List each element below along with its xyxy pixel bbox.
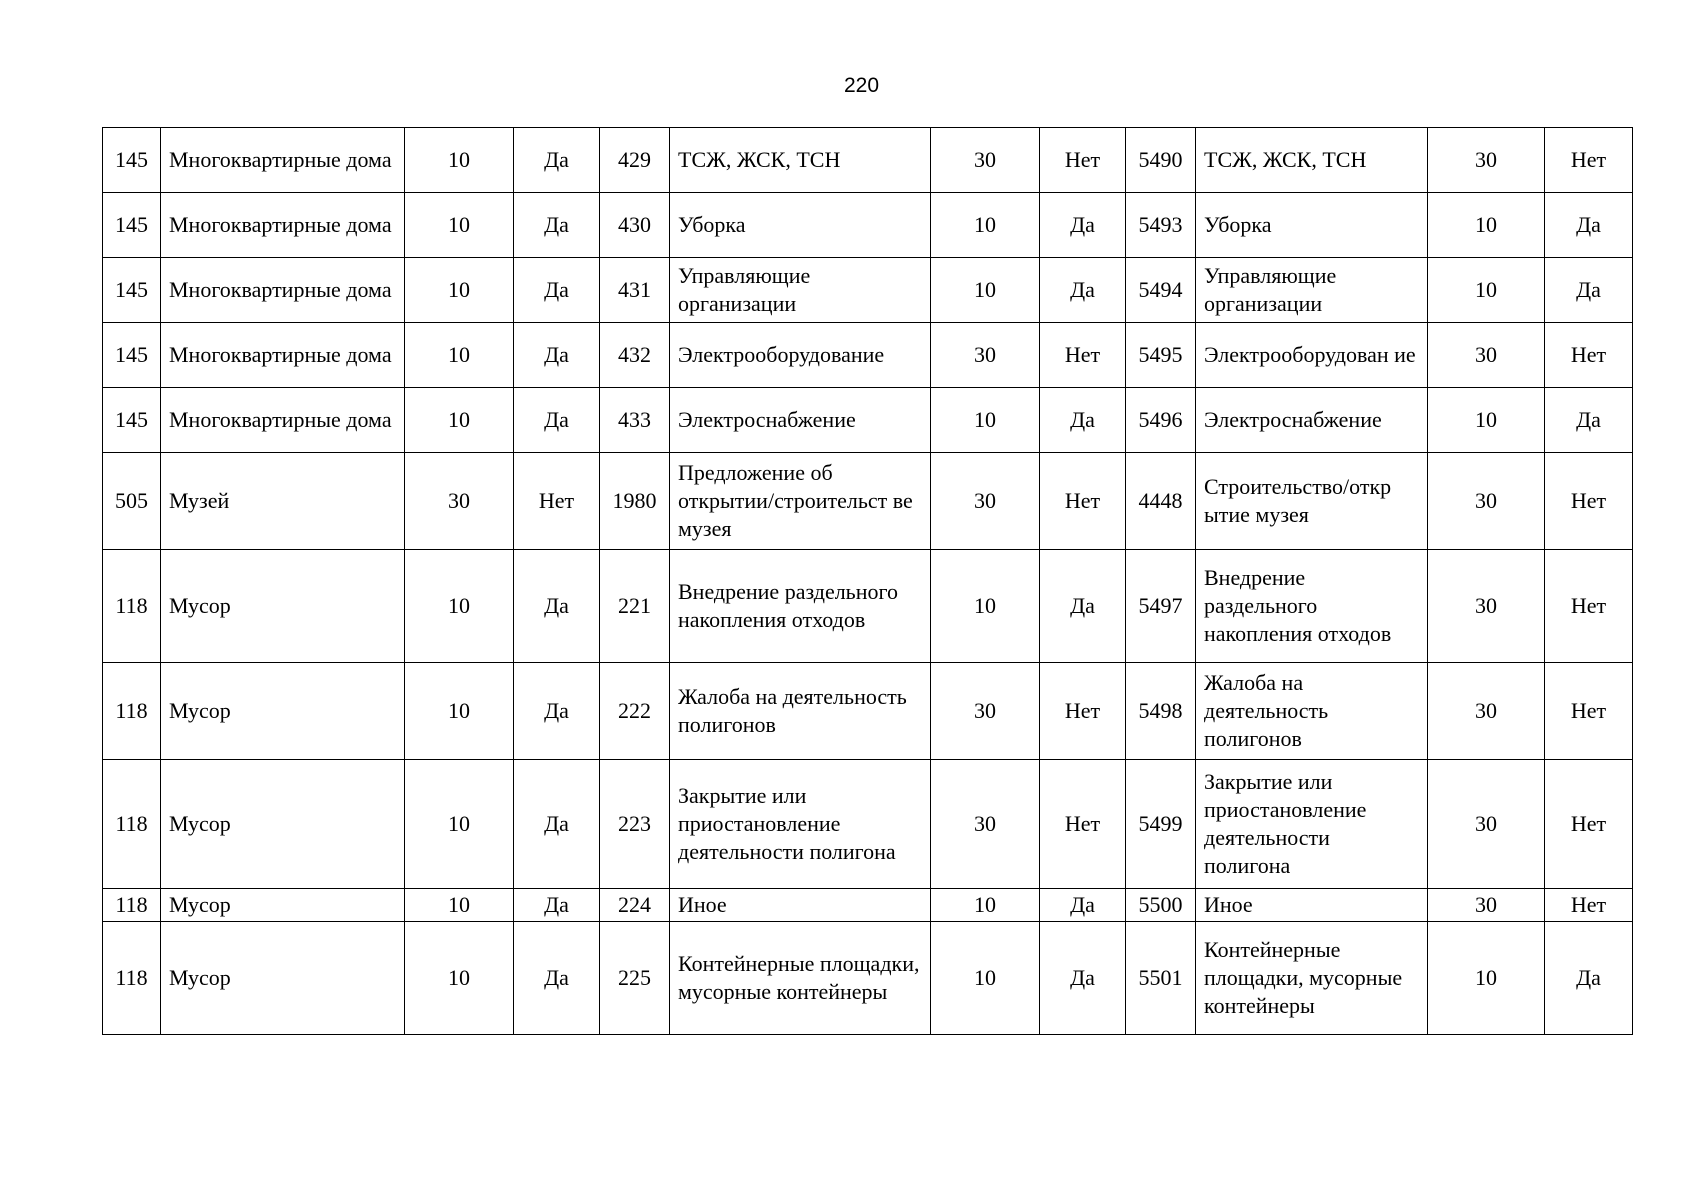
new-days-cell: 30	[1428, 550, 1545, 663]
topic-id-cell: 145	[103, 193, 161, 258]
new-id-cell: 5500	[1126, 889, 1196, 922]
topic-name-cell: Мусор	[161, 922, 405, 1035]
new-flag-cell: Нет	[1545, 453, 1633, 550]
subtopic-days-cell: 10	[931, 388, 1040, 453]
topic-days-cell: 10	[405, 388, 514, 453]
new-name-cell: ТСЖ, ЖСК, ТСН	[1196, 128, 1428, 193]
subtopic-name-cell: Электроснабжение	[670, 388, 931, 453]
new-name-cell: Уборка	[1196, 193, 1428, 258]
new-name-cell: Электроснабжение	[1196, 388, 1428, 453]
subtopic-days-cell: 10	[931, 889, 1040, 922]
new-days-cell: 10	[1428, 922, 1545, 1035]
topic-id-cell: 118	[103, 663, 161, 760]
subtopic-name-cell: Иное	[670, 889, 931, 922]
new-flag-cell: Да	[1545, 193, 1633, 258]
subtopic-flag-cell: Да	[1040, 550, 1126, 663]
subtopic-id-cell: 222	[600, 663, 670, 760]
subtopic-days-cell: 30	[931, 128, 1040, 193]
table-row	[103, 663, 1633, 760]
topic-name-cell: Многоквартирные дома	[161, 323, 405, 388]
new-name-cell: Контейнерные площадки, мусорные контейнеры	[1196, 922, 1428, 1035]
new-id-cell: 4448	[1126, 453, 1196, 550]
new-name-cell: Жалоба на деятельность полигонов	[1196, 663, 1428, 760]
topic-name-cell: Мусор	[161, 663, 405, 760]
subtopic-days-cell: 30	[931, 323, 1040, 388]
topic-id-cell: 145	[103, 323, 161, 388]
topic-id-cell: 118	[103, 922, 161, 1035]
new-id-cell: 5498	[1126, 663, 1196, 760]
table-row	[103, 922, 1633, 1035]
topic-days-cell: 30	[405, 453, 514, 550]
subtopic-days-cell: 30	[931, 663, 1040, 760]
subtopic-flag-cell: Нет	[1040, 453, 1126, 550]
subtopic-id-cell: 223	[600, 760, 670, 889]
topic-name-cell: Мусор	[161, 889, 405, 922]
subtopic-id-cell: 221	[600, 550, 670, 663]
subtopic-id-cell: 225	[600, 922, 670, 1035]
subtopic-flag-cell: Нет	[1040, 760, 1126, 889]
page-number: 220	[843, 74, 880, 97]
subtopic-name-cell: Закрытие или приостановление деятельности полигона	[670, 760, 931, 889]
new-flag-cell: Нет	[1545, 323, 1633, 388]
subtopic-flag-cell: Да	[1040, 388, 1126, 453]
new-flag-cell: Нет	[1545, 760, 1633, 889]
topic-days-cell: 10	[405, 128, 514, 193]
new-name-cell: Внедрение раздельного накопления отходов	[1196, 550, 1428, 663]
table-row	[103, 550, 1633, 663]
subtopic-id-cell: 433	[600, 388, 670, 453]
new-days-cell: 30	[1428, 323, 1545, 388]
new-id-cell: 5495	[1126, 323, 1196, 388]
subtopic-id-cell: 430	[600, 193, 670, 258]
topic-flag-cell: Да	[514, 388, 600, 453]
subtopic-name-cell: Жалоба на деятельность полигонов	[670, 663, 931, 760]
new-name-cell: Управляющие организации	[1196, 258, 1428, 323]
table-body	[103, 128, 1633, 1035]
table-row	[103, 760, 1633, 889]
table-row	[103, 453, 1633, 550]
subtopic-days-cell: 10	[931, 258, 1040, 323]
new-flag-cell: Нет	[1545, 128, 1633, 193]
topic-id-cell: 145	[103, 258, 161, 323]
topic-name-cell: Многоквартирные дома	[161, 388, 405, 453]
subtopic-name-cell: Внедрение раздельного накопления отходов	[670, 550, 931, 663]
topic-id-cell: 118	[103, 889, 161, 922]
new-days-cell: 30	[1428, 760, 1545, 889]
topic-name-cell: Многоквартирные дома	[161, 258, 405, 323]
new-name-cell: Иное	[1196, 889, 1428, 922]
subtopic-id-cell: 431	[600, 258, 670, 323]
subtopic-name-cell: Контейнерные площадки, мусорные контейнеры	[670, 922, 931, 1035]
subtopic-days-cell: 10	[931, 922, 1040, 1035]
new-name-cell: Закрытие или приостановление деятельности полигона	[1196, 760, 1428, 889]
topic-days-cell: 10	[405, 889, 514, 922]
subtopic-flag-cell: Да	[1040, 258, 1126, 323]
new-days-cell: 10	[1428, 258, 1545, 323]
topic-days-cell: 10	[405, 922, 514, 1035]
new-flag-cell: Нет	[1545, 889, 1633, 922]
subtopic-name-cell: Электрооборудование	[670, 323, 931, 388]
new-days-cell: 30	[1428, 889, 1545, 922]
subtopic-flag-cell: Нет	[1040, 323, 1126, 388]
new-id-cell: 5494	[1126, 258, 1196, 323]
new-days-cell: 30	[1428, 128, 1545, 193]
topic-flag-cell: Да	[514, 889, 600, 922]
new-id-cell: 5496	[1126, 388, 1196, 453]
subtopic-id-cell: 429	[600, 128, 670, 193]
topic-flag-cell: Да	[514, 760, 600, 889]
topic-id-cell: 505	[103, 453, 161, 550]
subtopic-name-cell: Управляющие организации	[670, 258, 931, 323]
subtopic-days-cell: 30	[931, 453, 1040, 550]
subtopic-flag-cell: Да	[1040, 889, 1126, 922]
subtopic-days-cell: 10	[931, 193, 1040, 258]
new-days-cell: 10	[1428, 193, 1545, 258]
subtopic-name-cell: ТСЖ, ЖСК, ТСН	[670, 128, 931, 193]
topic-flag-cell: Да	[514, 193, 600, 258]
subtopic-id-cell: 224	[600, 889, 670, 922]
new-flag-cell: Нет	[1545, 550, 1633, 663]
subtopic-flag-cell: Да	[1040, 193, 1126, 258]
subtopic-flag-cell: Нет	[1040, 663, 1126, 760]
new-flag-cell: Да	[1545, 922, 1633, 1035]
topic-days-cell: 10	[405, 550, 514, 663]
new-flag-cell: Да	[1545, 258, 1633, 323]
subtopic-flag-cell: Нет	[1040, 128, 1126, 193]
table-row	[103, 258, 1633, 323]
topic-days-cell: 10	[405, 193, 514, 258]
table-row	[103, 889, 1633, 922]
topic-days-cell: 10	[405, 663, 514, 760]
subtopic-name-cell: Предложение об открытии/строительст ве музея	[670, 453, 931, 550]
data-table	[102, 127, 1633, 1035]
subtopic-name-cell: Уборка	[670, 193, 931, 258]
topic-flag-cell: Нет	[514, 453, 600, 550]
topic-name-cell: Мусор	[161, 550, 405, 663]
new-name-cell: Строительство/откр ытие музея	[1196, 453, 1428, 550]
topic-name-cell: Многоквартирные дома	[161, 128, 405, 193]
topic-flag-cell: Да	[514, 323, 600, 388]
subtopic-days-cell: 10	[931, 550, 1040, 663]
new-flag-cell: Да	[1545, 388, 1633, 453]
new-id-cell: 5501	[1126, 922, 1196, 1035]
topic-days-cell: 10	[405, 760, 514, 889]
topic-name-cell: Музей	[161, 453, 405, 550]
topic-id-cell: 145	[103, 128, 161, 193]
topic-flag-cell: Да	[514, 922, 600, 1035]
table-row	[103, 193, 1633, 258]
topic-id-cell: 145	[103, 388, 161, 453]
table-row	[103, 128, 1633, 193]
table-row	[103, 323, 1633, 388]
topic-id-cell: 118	[103, 760, 161, 889]
topic-flag-cell: Да	[514, 550, 600, 663]
new-days-cell: 10	[1428, 388, 1545, 453]
topic-flag-cell: Да	[514, 258, 600, 323]
topic-days-cell: 10	[405, 258, 514, 323]
topic-name-cell: Многоквартирные дома	[161, 193, 405, 258]
topic-name-cell: Мусор	[161, 760, 405, 889]
new-id-cell: 5493	[1126, 193, 1196, 258]
new-id-cell: 5497	[1126, 550, 1196, 663]
subtopic-days-cell: 30	[931, 760, 1040, 889]
subtopic-id-cell: 1980	[600, 453, 670, 550]
new-days-cell: 30	[1428, 663, 1545, 760]
new-days-cell: 30	[1428, 453, 1545, 550]
topic-flag-cell: Да	[514, 128, 600, 193]
new-id-cell: 5490	[1126, 128, 1196, 193]
table-row	[103, 388, 1633, 453]
new-flag-cell: Нет	[1545, 663, 1633, 760]
topic-flag-cell: Да	[514, 663, 600, 760]
subtopic-id-cell: 432	[600, 323, 670, 388]
topic-days-cell: 10	[405, 323, 514, 388]
new-name-cell: Электрооборудован ие	[1196, 323, 1428, 388]
topic-id-cell: 118	[103, 550, 161, 663]
subtopic-flag-cell: Да	[1040, 922, 1126, 1035]
new-id-cell: 5499	[1126, 760, 1196, 889]
